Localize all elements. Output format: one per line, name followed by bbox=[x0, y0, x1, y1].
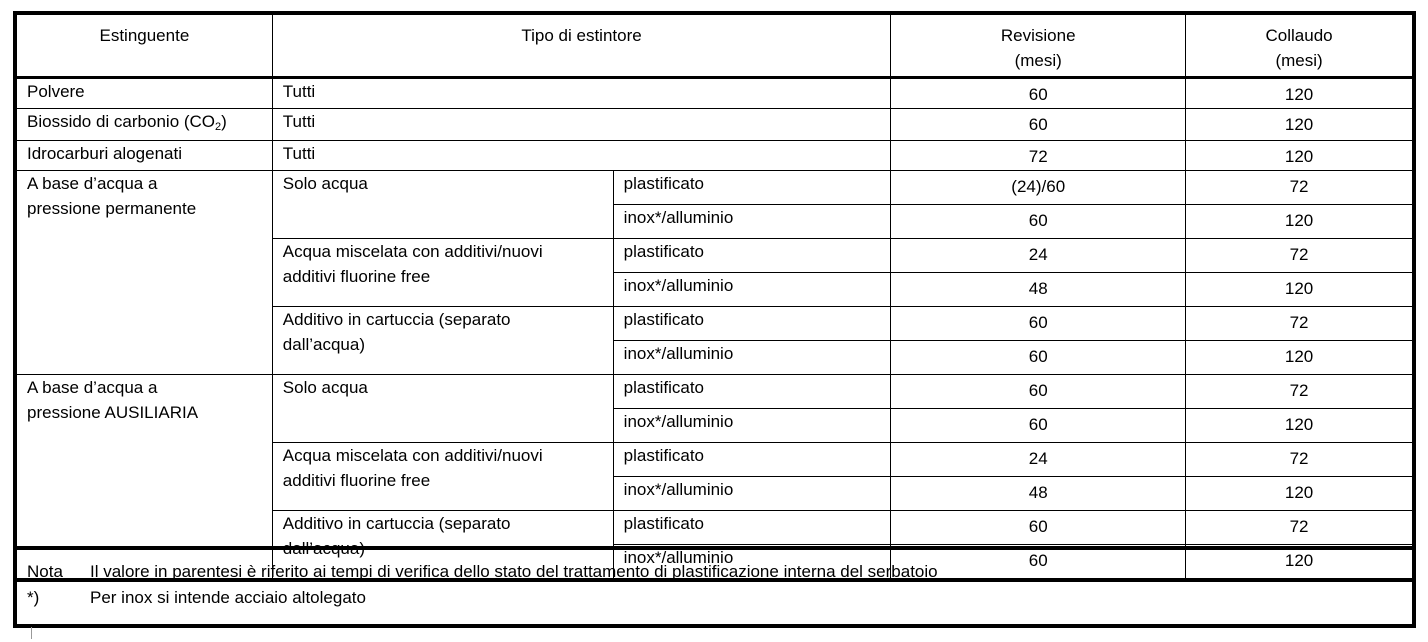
cell-revisione: 60 bbox=[891, 375, 1186, 409]
cell-subtype bbox=[272, 375, 613, 443]
group-label-line1: A base d’acqua a bbox=[27, 378, 158, 397]
cell-estinguente: Polvere bbox=[15, 78, 272, 109]
cell-collaudo: 120 bbox=[1186, 477, 1414, 511]
cell-revisione: 60 bbox=[891, 511, 1186, 545]
cell-collaudo: 120 bbox=[1186, 409, 1414, 443]
cell-revisione: 24 bbox=[891, 239, 1186, 273]
note-line bbox=[27, 558, 938, 585]
cell-material: inox*/alluminio bbox=[613, 273, 891, 307]
header-revisione-unit: (mesi) bbox=[1014, 51, 1062, 70]
co2-close: ) bbox=[221, 112, 227, 131]
table-row bbox=[15, 78, 1414, 109]
cell-material: inox*/alluminio bbox=[613, 205, 891, 239]
header-revisione-label: Revisione bbox=[1000, 26, 1076, 45]
co2-subscript: 2 bbox=[215, 121, 222, 133]
header-tipo: Tipo di estintore bbox=[272, 13, 891, 78]
subtype-line1: Solo acqua bbox=[282, 378, 368, 397]
note-tag: *) bbox=[27, 588, 40, 607]
group-label-line2: pressione AUSILIARIA bbox=[27, 403, 199, 422]
cell-collaudo: 72 bbox=[1186, 375, 1414, 409]
header-revisione bbox=[891, 13, 1186, 78]
cell-collaudo: 120 bbox=[1186, 205, 1414, 239]
cell-collaudo: 120 bbox=[1186, 141, 1414, 171]
cell-tipo: Tutti bbox=[272, 141, 891, 171]
header-estinguente: Estinguente bbox=[15, 13, 272, 78]
cell-revisione: 60 bbox=[891, 109, 1186, 141]
header-collaudo-unit: (mesi) bbox=[1275, 51, 1323, 70]
subtype-line1: Acqua miscelata con additivi/nuovi bbox=[282, 242, 543, 261]
cell-revisione: 72 bbox=[891, 141, 1186, 171]
subtype-line2: additivi fluorine free bbox=[282, 267, 431, 286]
cell-collaudo: 120 bbox=[1186, 78, 1414, 109]
cell-subtype bbox=[272, 239, 613, 307]
cell-material: plastificato bbox=[613, 171, 891, 205]
table-row bbox=[15, 375, 1414, 409]
cell-estinguente bbox=[15, 109, 272, 141]
cell-material: plastificato bbox=[613, 511, 891, 545]
cell-estinguente-group bbox=[15, 171, 272, 375]
cell-material: inox*/alluminio bbox=[613, 341, 891, 375]
cell-collaudo: 120 bbox=[1186, 545, 1414, 581]
header-row bbox=[15, 13, 1414, 78]
cell-estinguente: Idrocarburi alogenati bbox=[15, 141, 272, 171]
header-collaudo bbox=[1186, 13, 1414, 78]
cell-tipo: Tutti bbox=[272, 109, 891, 141]
cell-tipo: Tutti bbox=[272, 78, 891, 109]
cell-material: plastificato bbox=[613, 307, 891, 341]
cell-revisione: 60 bbox=[891, 341, 1186, 375]
extinguisher-schedule-table bbox=[13, 11, 1416, 582]
subtype-line2: additivi fluorine free bbox=[282, 471, 431, 490]
cell-revisione: 24 bbox=[891, 443, 1186, 477]
cell-subtype bbox=[272, 307, 613, 375]
note-tag: Nota bbox=[27, 562, 63, 581]
subtype-line2: dall’acqua) bbox=[282, 335, 366, 354]
table-row bbox=[15, 109, 1414, 141]
cell-revisione: 48 bbox=[891, 477, 1186, 511]
cell-revisione: 60 bbox=[891, 78, 1186, 109]
note-text: Per inox si intende acciaio altolegato bbox=[90, 588, 366, 607]
subtype-line2: dall’acqua) bbox=[282, 539, 366, 558]
cell-revisione: (24)/60 bbox=[891, 171, 1186, 205]
cell-collaudo: 120 bbox=[1186, 109, 1414, 141]
group-label-line2: pressione permanente bbox=[27, 199, 197, 218]
subtype-line1: Additivo in cartuccia (separato bbox=[282, 310, 511, 329]
subtype-line1: Acqua miscelata con additivi/nuovi bbox=[282, 446, 543, 465]
subtype-line1: Solo acqua bbox=[282, 174, 368, 193]
cell-collaudo: 72 bbox=[1186, 239, 1414, 273]
header-collaudo-label: Collaudo bbox=[1265, 26, 1333, 45]
cell-collaudo: 120 bbox=[1186, 341, 1414, 375]
table-row bbox=[15, 141, 1414, 171]
note-text: Il valore in parentesi è riferito ai tempi di verifica dello stato del trattamento di plastificazione interna del serbatoio bbox=[90, 562, 938, 581]
cell-subtype bbox=[272, 171, 613, 239]
subtype-line1: Additivo in cartuccia (separato bbox=[282, 514, 511, 533]
cell-revisione: 60 bbox=[891, 409, 1186, 443]
notes-box bbox=[13, 546, 1416, 628]
co2-label: Biossido di carbonio (CO bbox=[27, 112, 216, 131]
text-cursor bbox=[31, 627, 32, 639]
cell-material: inox*/alluminio bbox=[613, 477, 891, 511]
cell-material: plastificato bbox=[613, 443, 891, 477]
cell-material: inox*/alluminio bbox=[613, 409, 891, 443]
document-table-wrapper bbox=[13, 11, 1416, 582]
cell-revisione: 60 bbox=[891, 205, 1186, 239]
group-label-line1: A base d’acqua a bbox=[27, 174, 158, 193]
cell-subtype bbox=[272, 443, 613, 511]
note-line bbox=[27, 584, 366, 611]
cell-material: plastificato bbox=[613, 375, 891, 409]
cell-revisione: 60 bbox=[891, 545, 1186, 581]
cell-material: inox*/alluminio bbox=[613, 545, 891, 581]
cell-material: plastificato bbox=[613, 239, 891, 273]
cell-collaudo: 72 bbox=[1186, 511, 1414, 545]
cell-revisione: 60 bbox=[891, 307, 1186, 341]
table-row bbox=[15, 171, 1414, 205]
cell-collaudo: 72 bbox=[1186, 307, 1414, 341]
cell-collaudo: 72 bbox=[1186, 171, 1414, 205]
cell-collaudo: 120 bbox=[1186, 273, 1414, 307]
cell-revisione: 48 bbox=[891, 273, 1186, 307]
cell-collaudo: 72 bbox=[1186, 443, 1414, 477]
